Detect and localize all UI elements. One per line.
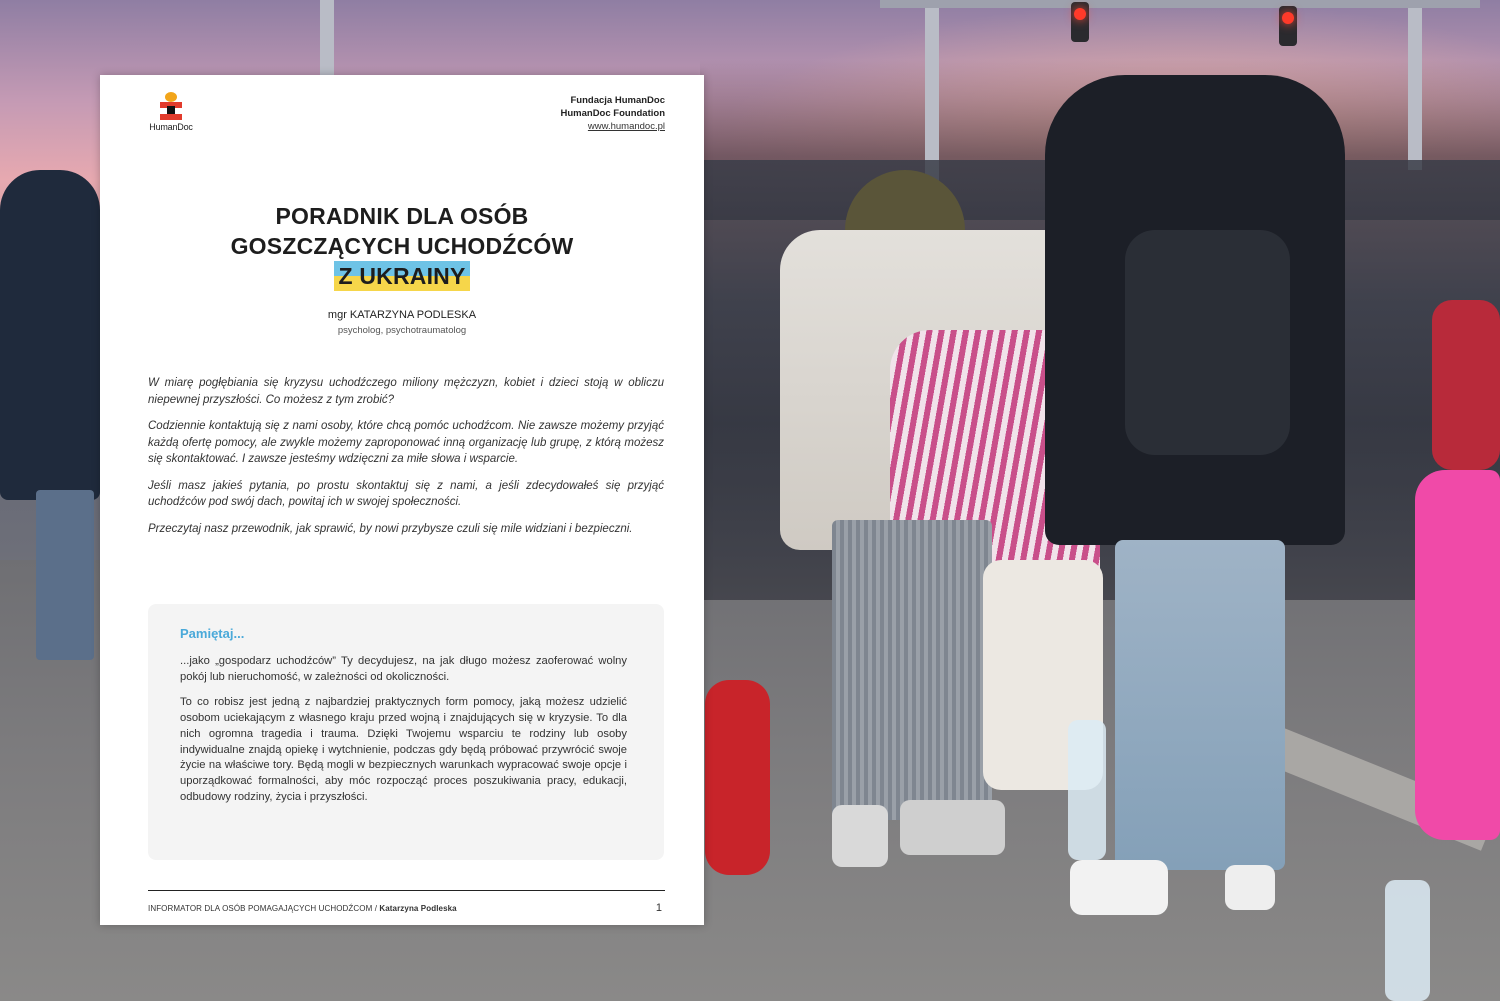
logo-text: HumanDoc <box>149 122 193 132</box>
person-left <box>0 170 100 500</box>
intro-paragraph: Jeśli masz jakieś pytania, po prostu skontaktuj się z nami, a jeśli zdecydowałeś się przyjąć uchodźców pod swój dach, powitaj ich w swojej społeczności. <box>148 479 664 508</box>
intro-text <box>148 375 664 547</box>
backpack <box>1125 230 1290 455</box>
shoe <box>900 800 1005 855</box>
red-bag <box>705 680 770 875</box>
pink-blanket <box>1415 470 1500 840</box>
person-left-jeans <box>36 490 94 660</box>
intro-paragraph: Codziennie kontaktują się z nami osoby, które chcą pomóc uchodźcom. Nie zawsze możemy przyjąć każdą ofertę pomocy, ale zwykle możemy zaproponować inną organizację lub grupę, z którą możesz się skontaktować. I zawsze jesteśmy wdzięczni za miłe słowa i wsparcie. <box>148 420 664 465</box>
water-bottle <box>1068 720 1106 860</box>
footer-author: Katarzyna Podleska <box>379 904 457 913</box>
water-bottle <box>1385 880 1430 1001</box>
org-header <box>561 94 666 133</box>
remember-box <box>148 604 664 860</box>
title-line-1: PORADNIK DLA OSÓB <box>275 203 529 229</box>
red-backpack <box>1432 300 1500 470</box>
author-name: mgr KATARZYNA PODLESKA <box>327 309 477 321</box>
intro-paragraph: Przeczytaj nasz przewodnik, jak sprawić, by nowi przybysze czuli się mile widziani i bezpieczni. <box>148 522 633 535</box>
traffic-light-icon <box>1279 6 1297 46</box>
author-role: psycholog, psychotraumatolog <box>337 325 467 336</box>
remember-paragraph: ...jako „gospodarz uchodźców” Ty decydujesz, na jak długo możesz zaoferować wolny pokój lub nieruchomość, w zależności od okoliczności. <box>180 655 627 683</box>
intro-paragraph: W miarę pogłębiania się kryzysu uchodźczego miliony mężczyzn, kobiet i dzieci stoją w obliczu niepewnej przyszłości. Co możesz z tym zrobić? <box>148 377 664 406</box>
document-title <box>100 201 704 291</box>
org-name-en: HumanDoc Foundation <box>560 108 665 119</box>
remember-box-body <box>180 654 627 815</box>
footer-divider <box>148 890 665 891</box>
remember-box-title: Pamiętaj... <box>180 626 245 641</box>
shoe <box>832 805 888 867</box>
jeans <box>1115 540 1285 870</box>
gantry-beam <box>880 0 1480 8</box>
document-page <box>100 75 704 925</box>
title-highlight: Z UKRAINY <box>334 261 469 291</box>
page-number: 1 <box>655 902 662 914</box>
remember-paragraph: To co robisz jest jedną z najbardziej praktycznych form pomocy, jaką możesz udzielić osobom uciekającym z własnego kraju przed wojną i znajdujących się w kryzysie. To dla nich ogromna tragedia i trauma. Dzięki Twojemu wsparciu te rodziny lub osoby indywidualne znajdą opiekę i wytchnienie, podczas gdy będą próbować przywrócić swoje życie na właściwe tory. Będą mogli w bezpiecznych warunkach wypracować swoje opcje i uporządkować formalności, aby móc rozpocząć proces poszukiwania pracy, edukacji, odbudowy rodziny, życia i przyszłości. <box>180 696 627 803</box>
checked-trousers <box>832 520 992 820</box>
footer-title: INFORMATOR DLA OSÓB POMAGAJĄCYCH UCHODŹCOM / <box>148 904 378 913</box>
traffic-light-icon <box>1071 2 1089 42</box>
pole <box>1408 0 1422 170</box>
humandoc-logo-icon <box>158 92 184 120</box>
pole <box>320 0 334 75</box>
sneaker <box>1070 860 1168 915</box>
page-footer <box>148 904 457 913</box>
org-url-link[interactable]: www.humandoc.pl <box>587 121 665 132</box>
org-name-pl: Fundacja HumanDoc <box>570 95 665 106</box>
humandoc-logo <box>144 92 198 136</box>
sneaker <box>1225 865 1275 910</box>
title-line-2: GOSZCZĄCYCH UCHODŹCÓW <box>230 233 574 259</box>
